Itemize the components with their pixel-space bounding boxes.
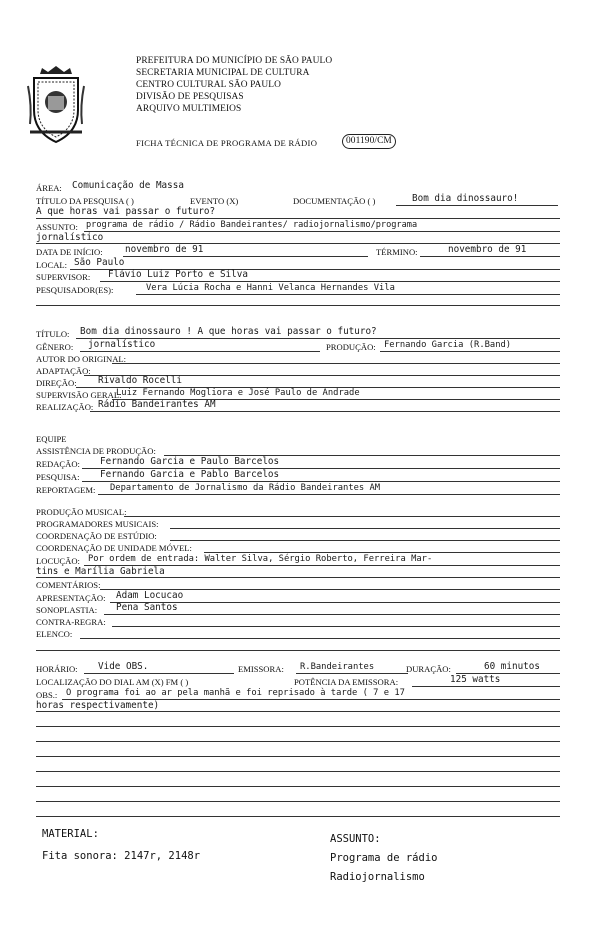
local-value: São Paulo	[74, 257, 125, 268]
area-label: ÁREA:	[36, 183, 62, 193]
pesquisador-label: PESQUISADOR(ES):	[36, 285, 114, 295]
org-secretariat: SECRETARIA MUNICIPAL DE CULTURA	[136, 68, 310, 78]
duracao-label: DURAÇÃO:	[406, 664, 451, 674]
apresentacao-label: APRESENTAÇÃO:	[36, 593, 106, 603]
form-code: 001190/CM	[342, 134, 396, 149]
supervisor-label: SUPERVISOR:	[36, 272, 91, 282]
form-title: FICHA TÉCNICA DE PROGRAMA DE RÁDIO	[136, 138, 318, 148]
termino-label: TÉRMINO:	[376, 247, 418, 257]
assunto-value: programa de rádio / Rádio Bandeirantes/ radiojornalismo/programa	[86, 220, 418, 230]
localizacao-label: LOCALIZAÇÃO DO DIAL AM (X) FM ( )	[36, 677, 189, 687]
documentacao-label: DOCUMENTAÇÃO ( )	[293, 196, 376, 206]
evento-label: EVENTO (X)	[190, 196, 239, 206]
contra-regra-label: CONTRA-REGRA:	[36, 617, 106, 627]
assistencia-label: ASSISTÊNCIA DE PRODUÇÃO:	[36, 446, 156, 456]
programadores-label: PROGRAMADORES MUSICAIS:	[36, 519, 159, 529]
redacao-value: Fernando Garcia e Paulo Barcelos	[100, 456, 280, 467]
genero-label: GÊNERO:	[36, 342, 74, 352]
footer-assunto-value1: Programa de rádio	[330, 852, 438, 864]
elenco-label: ELENCO:	[36, 629, 73, 639]
titulo-value: Bom dia dinossauro ! A que horas vai passar o futuro?	[80, 326, 377, 337]
coord-movel-label: COORDENAÇÃO DE UNIDADE MÓVEL:	[36, 543, 192, 553]
org-name: PREFEITURA DO MUNICÍPIO DE SÃO PAULO	[136, 56, 333, 66]
obs-value2: horas respectivamente)	[36, 700, 160, 711]
equipe-label: EQUIPE	[36, 434, 67, 444]
pesquisa-label: PESQUISA:	[36, 472, 80, 482]
material-value: Fita sonora: 2147r, 2148r	[42, 850, 201, 862]
titulo-label: TÍTULO:	[36, 329, 70, 339]
coord-estudio-label: COORDENAÇÃO DE ESTÚDIO:	[36, 531, 157, 541]
obs-label: OBS.:	[36, 690, 58, 700]
sonoplastia-label: SONOPLASTIA:	[36, 605, 98, 615]
duracao-value: 60 minutos	[484, 661, 540, 672]
pesquisador-value: Vera Lúcia Rocha e Hanni Velanca Hernandes Vila	[146, 283, 395, 293]
producao-value: Fernando Garcia (R.Band)	[384, 340, 512, 350]
potencia-label: POTÊNCIA DA EMISSORA:	[294, 677, 399, 687]
locucao-label: LOCUÇÃO:	[36, 556, 80, 566]
supervisor-value: Flávio Luiz Porto e Silva	[108, 269, 248, 280]
data-inicio-value: novembro de 91	[125, 244, 204, 255]
producao-label: PRODUÇÃO:	[326, 342, 376, 352]
locucao-value: Por ordem de entrada: Walter Silva, Sérgio Roberto, Ferreira Mar-	[88, 554, 433, 564]
emissora-label: EMISSORA:	[238, 664, 284, 674]
obs-value: O programa foi ao ar pela manhã e foi reprisado à tarde ( 7 e 17	[66, 688, 405, 698]
supervisao-value: Luiz Fernando Mogliora e José Paulo de Andrade	[116, 388, 360, 398]
sonoplastia-value: Pena Santos	[116, 602, 178, 613]
reportagem-label: REPORTAGEM:	[36, 485, 96, 495]
supervisao-label: SUPERVISÃO GERAL:	[36, 390, 122, 400]
realizacao-value: Rádio Bandeirantes AM	[98, 399, 216, 410]
titulo-pesquisa-label: TÍTULO DA PESQUISA ( )	[36, 196, 134, 206]
apresentacao-value: Adam Locucao	[116, 590, 184, 601]
reportagem-value: Departamento de Jornalismo da Rádio Bandeirantes AM	[110, 483, 381, 493]
area-value: Comunicação de Massa	[72, 180, 184, 191]
data-inicio-label: DATA DE INÍCIO:	[36, 247, 103, 257]
assunto-label: ASSUNTO:	[36, 222, 78, 232]
org-division: DIVISÃO DE PESQUISAS	[136, 92, 244, 102]
horario-label: HORÁRIO:	[36, 664, 78, 674]
comentarios-label: COMENTÁRIOS:	[36, 580, 101, 590]
autor-label: AUTOR DO ORIGINAL:	[36, 354, 127, 364]
org-center: CENTRO CULTURAL SÃO PAULO	[136, 80, 281, 90]
realizacao-label: REALIZAÇÃO:	[36, 402, 94, 412]
coat-of-arms-logo	[26, 66, 86, 144]
assunto-value2: jornalístico	[36, 232, 104, 243]
material-label: MATERIAL:	[42, 828, 99, 840]
titulo-pesquisa-value2: A que horas vai passar o futuro?	[36, 206, 216, 217]
pesquisa-value: Fernando Garcia e Pablo Barcelos	[100, 469, 280, 480]
termino-value: novembro de 91	[448, 244, 527, 255]
producao-musical-label: PRODUÇÃO MUSICAL:	[36, 507, 127, 517]
locucao-value2: tins e Marília Gabriela	[36, 566, 165, 577]
genero-value: jornalístico	[88, 339, 156, 350]
footer-assunto-label: ASSUNTO:	[330, 833, 381, 845]
adaptacao-label: ADAPTAÇÃO:	[36, 366, 91, 376]
potencia-value: 125 watts	[450, 674, 501, 685]
footer-assunto-value2: Radiojornalismo	[330, 871, 425, 883]
local-label: LOCAL:	[36, 260, 68, 270]
titulo-pesquisa-value: Bom dia dinossauro!	[412, 193, 519, 204]
emissora-value: R.Bandeirantes	[300, 662, 375, 672]
direcao-value: Rivaldo Rocelli	[98, 375, 182, 386]
direcao-label: DIREÇÃO:	[36, 378, 77, 388]
redacao-label: REDAÇÃO:	[36, 459, 80, 469]
horario-value: Vide OBS.	[98, 661, 149, 672]
org-archive: ARQUIVO MULTIMEIOS	[136, 104, 242, 114]
